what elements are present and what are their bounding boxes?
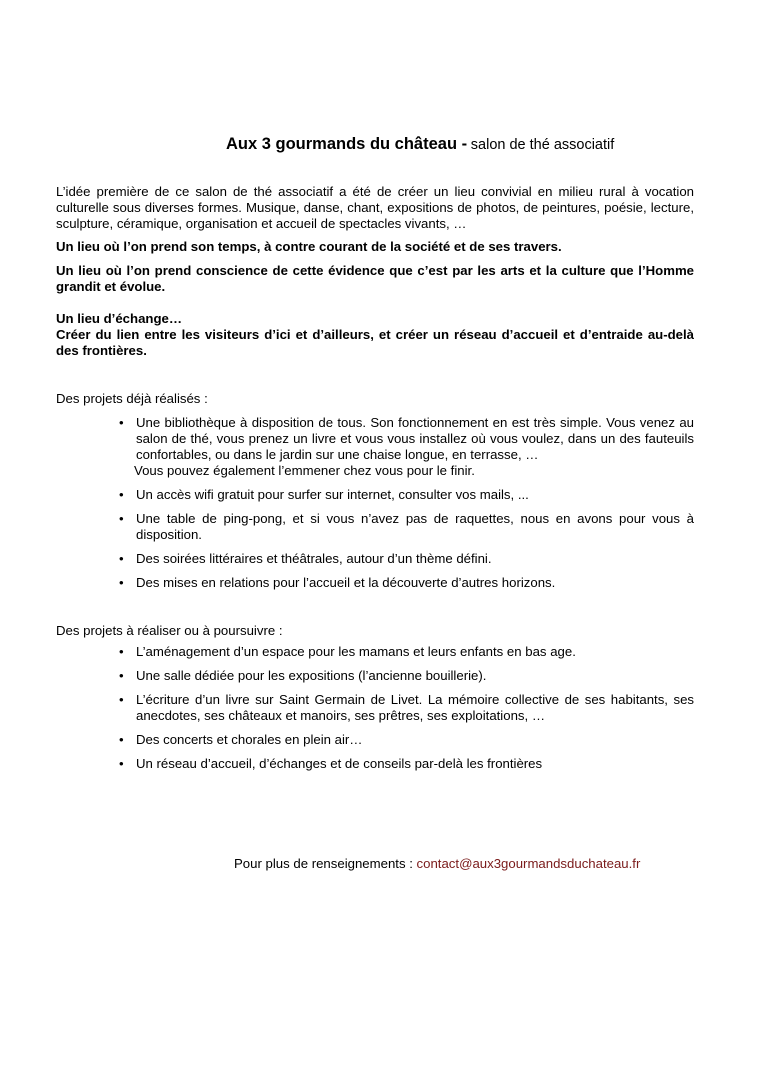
list-item-text: Des concerts et chorales en plein air… [136,732,363,747]
todo-projects-heading: Des projets à réaliser ou à poursuivre : [56,623,283,638]
bullet-icon: • [119,756,124,771]
list-item-text: Une table de ping-pong, et si vous n’avez pas de raquettes, nous en avons pour vous à disposition. [136,511,694,542]
list-item-text: Un accès wifi gratuit pour surfer sur internet, consulter vos mails, ... [136,487,529,502]
list-item [117,692,694,724]
list-item [117,756,694,772]
page-title [226,133,726,156]
list-item [117,511,694,543]
intro-paragraph: L’idée première de ce salon de thé associatif a été de créer un lieu convivial en milieu rural à vocation culturelle sous diverses formes. Musique, danse, chant, expositions de photos, de peintures, poésie, lecture, sculpture, céramique, organisation et accueil de spectacles vivants, … [56,184,694,231]
bullet-icon: • [119,692,124,707]
contact-label: Pour plus de renseignements : [234,856,413,871]
list-item-text: L’écriture d’un livre sur Saint Germain de Livet. La mémoire collective de ses habitants, ses anecdotes, ses châteaux et manoirs, ses prêtres, ses exploitations, … [136,692,694,723]
statement-culture: Un lieu où l’on prend conscience de cette évidence que c’est par les arts et la culture que l’Homme grandit et évolue. [56,263,694,294]
title-main: Aux 3 gourmands du château - [226,135,468,153]
list-item-text: Un réseau d’accueil, d’échanges et de conseils par-delà les frontières [136,756,543,771]
bullet-icon: • [119,415,124,430]
list-item [117,487,694,503]
todo-projects-list [117,644,694,780]
bullet-icon: • [119,732,124,747]
bullet-icon: • [119,644,124,659]
list-item [117,732,694,748]
statement-exchange-heading: Un lieu d’échange… [56,311,183,326]
title-subtitle: salon de thé associatif [470,137,615,153]
list-item-text: Une salle dédiée pour les expositions (l’ancienne bouillerie). [136,668,487,683]
contact-line [234,856,640,872]
done-projects-list [117,415,694,599]
statement-exchange-text: Créer du lien entre les visiteurs d’ici et d’ailleurs, et créer un réseau d’accueil et d’entraide au-delà des frontières. [56,327,694,358]
bullet-icon: • [119,487,124,502]
list-item-extra: Vous pouvez également l’emmener chez vous pour le finir. [134,463,475,478]
list-item-text: L’aménagement d’un espace pour les mamans et leurs enfants en bas age. [136,644,576,659]
list-item-text: Une bibliothèque à disposition de tous. Son fonctionnement en est très simple. Vous venez au salon de thé, vous prenez un livre et vous vous installez où vous voulez, dans un des fauteuils confortables, ou dans le jardin sur une chaise longue, en terrasse, … [136,415,694,462]
bullet-icon: • [119,668,124,683]
statement-time: Un lieu où l’on prend son temps, à contre courant de la société et de ses travers. [56,239,562,254]
list-item [117,644,694,660]
list-item [117,551,694,567]
list-item-text: Des soirées littéraires et théâtrales, autour d’un thème défini. [136,551,492,566]
bullet-icon: • [119,575,124,590]
done-projects-heading: Des projets déjà réalisés : [56,391,208,406]
list-item-text: Des mises en relations pour l’accueil et la découverte d’autres horizons. [136,575,556,590]
statement-exchange [56,311,694,359]
list-item [117,415,694,479]
list-item [117,575,694,591]
bullet-icon: • [119,511,124,526]
bullet-icon: • [119,551,124,566]
contact-email-link[interactable]: contact@aux3gourmandsduchateau.fr [416,856,641,871]
list-item [117,668,694,684]
